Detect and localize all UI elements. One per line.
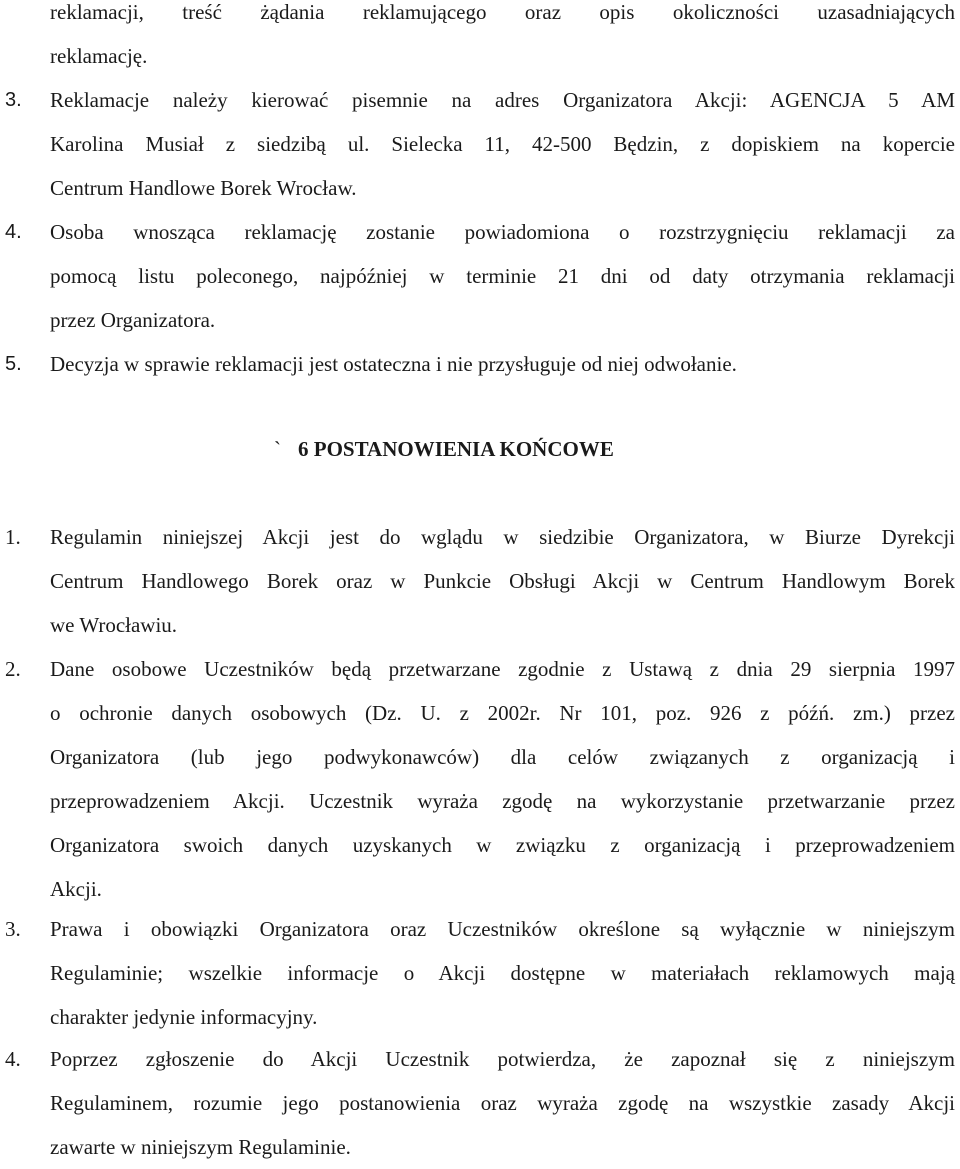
paragraph-line: reklamacji, treść żądania reklamującego oraz opis okoliczności uzasadniających: [50, 0, 955, 24]
paragraph-line: Karolina Musiał z siedzibą ul. Sielecka 11, 42-500 Będzin, z dopiskiem na kopercie: [50, 132, 955, 156]
paragraph-line: Regulamin niniejszej Akcji jest do wglądu w siedzibie Organizatora, w Biurze Dyrekcji: [50, 525, 955, 549]
paragraph-line: charakter jedynie informacyjny.: [50, 1005, 318, 1029]
list-item-complaint-address: [0, 78, 955, 210]
paragraph-line: Regulaminie; wszelkie informacje o Akcji dostępne w materiałach reklamowych mają: [50, 961, 955, 985]
list-item-number: 3.: [5, 89, 22, 111]
list-item-number: 1.: [5, 525, 21, 549]
paragraph-line: Regulaminem, rozumie jego postanowienia oraz wyraża zgodę na wszystkie zasady Akcji: [50, 1091, 955, 1115]
heading-tick-mark: `: [274, 437, 281, 461]
paragraph-line: Akcji.: [50, 877, 102, 901]
list-item-number: 4.: [5, 221, 22, 243]
list-item-complaint-notification: [0, 210, 955, 342]
paragraph-line: reklamację.: [50, 44, 148, 68]
list-item-number: 2.: [5, 657, 21, 681]
paragraph-line: Centrum Handlowego Borek oraz w Punkcie Obsługi Akcji w Centrum Handlowym Borek: [50, 569, 955, 593]
paragraph-line: Centrum Handlowe Borek Wrocław.: [50, 176, 357, 200]
list-item-regulation-availability: [0, 515, 955, 647]
paragraph-line: Dane osobowe Uczestników będą przetwarzane zgodnie z Ustawą z dnia 29 sierpnia 1997: [50, 657, 955, 681]
list-item-number: 3.: [5, 917, 21, 941]
continuation-paragraph: [0, 0, 955, 78]
list-item-complaint-decision: [0, 342, 955, 386]
paragraph-line: we Wrocławiu.: [50, 613, 178, 637]
paragraph-line: pomocą listu poleconego, najpóźniej w terminie 21 dni od daty otrzymania reklamacji: [50, 264, 955, 288]
paragraph-line: Poprzez zgłoszenie do Akcji Uczestnik potwierdza, że zapoznał się z niniejszym: [50, 1047, 955, 1071]
paragraph-line: zawarte w niniejszym Regulaminie.: [50, 1135, 351, 1159]
paragraph-line: Osoba wnosząca reklamację zostanie powiadomiona o rozstrzygnięciu reklamacji za: [50, 220, 955, 244]
paragraph-line: Organizatora (lub jego podwykonawców) dla celów związanych z organizacją i: [50, 745, 955, 769]
section-heading: [274, 427, 614, 471]
paragraph-line: Prawa i obowiązki Organizatora oraz Uczestników określone są wyłącznie w niniejszym: [50, 917, 955, 941]
paragraph-line: Organizatora swoich danych uzyskanych w związku z organizacją i przeprowadzeniem: [50, 833, 955, 857]
paragraph-line: przez Organizatora.: [50, 308, 216, 332]
list-item-rights-obligations: [0, 907, 955, 1039]
list-item-number: 5.: [5, 353, 22, 375]
paragraph-line: Reklamacje należy kierować pisemnie na adres Organizatora Akcji: AGENCJA 5 AM: [50, 88, 955, 112]
paragraph-line: o ochronie danych osobowych (Dz. U. z 2002r. Nr 101, poz. 926 z późń. zm.) przez: [50, 701, 955, 725]
list-item-number: 4.: [5, 1047, 21, 1071]
list-item-acceptance: [0, 1037, 955, 1169]
paragraph-line: Decyzja w sprawie reklamacji jest ostateczna i nie przysługuje od niej odwołanie.: [50, 352, 737, 376]
section-heading-text: 6 POSTANOWIENIA KOŃCOWE: [298, 437, 614, 461]
list-item-personal-data: [0, 647, 955, 911]
paragraph-line: przeprowadzeniem Akcji. Uczestnik wyraża zgodę na wykorzystanie przetwarzanie przez: [50, 789, 955, 813]
